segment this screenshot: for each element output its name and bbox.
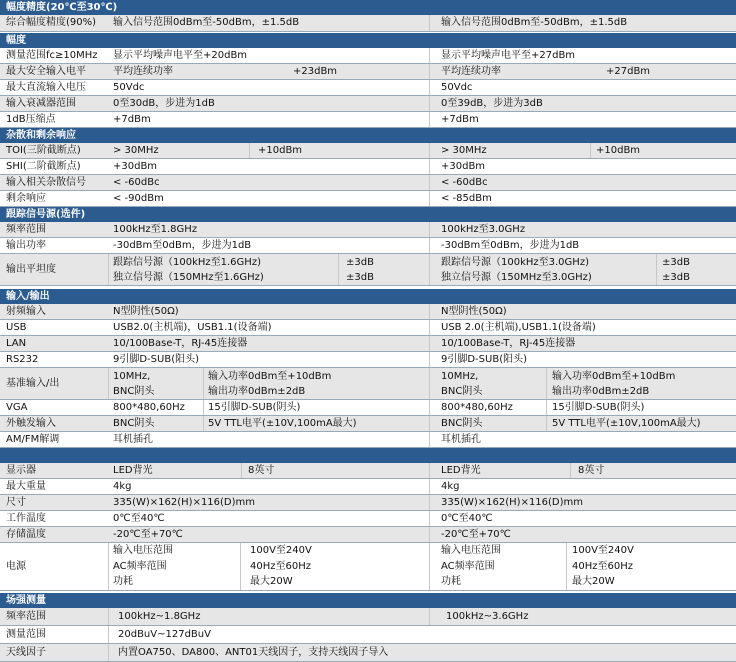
row-rs232 bbox=[0, 352, 736, 368]
model2-value: 独立信号源（150MHz至3.0GHz) bbox=[441, 272, 592, 283]
model1-value: ±3dB bbox=[346, 257, 374, 268]
section-header-amp-accuracy: 幅度精度(20℃至30℃) bbox=[0, 0, 736, 15]
row-freq-range bbox=[0, 222, 736, 238]
row-label: 外触发输入 bbox=[6, 418, 56, 429]
row-input-spurious bbox=[0, 175, 736, 191]
row-shi bbox=[0, 159, 736, 175]
row-max-dc-input bbox=[0, 80, 736, 96]
model2-value: 100V至240V bbox=[572, 545, 634, 556]
model2-value: 40Hz至60Hz bbox=[572, 561, 633, 572]
model1-value: +7dBm bbox=[113, 114, 151, 125]
model1-value: 5V TTL电平(±10V,100mA最大) bbox=[208, 418, 357, 429]
row-label: 输入相关杂散信号 bbox=[6, 177, 86, 188]
model2-value: +10dBm bbox=[596, 145, 641, 156]
row-label: AM/FM解调 bbox=[6, 434, 60, 445]
model1-value: 功耗 bbox=[113, 576, 133, 587]
model1-value: 9引脚D-SUB(阳头) bbox=[113, 354, 200, 365]
row-label: 射频输入 bbox=[6, 306, 46, 317]
model1-value: 10MHz, bbox=[113, 371, 151, 382]
row-label: 输入衰减器范围 bbox=[6, 98, 76, 109]
model1-value: -30dBm至0dBm，步进为1dB bbox=[113, 240, 252, 251]
model2-value: +7dBm bbox=[441, 114, 479, 125]
row-usb bbox=[0, 320, 736, 336]
model1-value: 8英寸 bbox=[248, 465, 275, 476]
model1-value: BNC阴头 bbox=[113, 418, 155, 429]
model2-value: 输入功率0dBm至+10dBm bbox=[552, 371, 676, 382]
model2-value: 100kHz~3.6GHz bbox=[446, 611, 529, 622]
row-1db-compression bbox=[0, 112, 736, 128]
model1-value: 显示平均噪声电平至+20dBm bbox=[113, 50, 248, 61]
model1-value: 输入功率0dBm至+10dBm bbox=[208, 371, 332, 382]
model2-value: AC频率范围 bbox=[441, 561, 495, 572]
model2-value: 平均连续功率 bbox=[441, 66, 501, 77]
row-label: 尺寸 bbox=[6, 497, 26, 508]
section-header-spurious: 杂散和剩余响应 bbox=[0, 128, 736, 143]
model1-value: 独立信号源（150MHz至1.6GHz) bbox=[113, 272, 264, 283]
model2-value: -30dBm至0dBm，步进为1dB bbox=[441, 240, 580, 251]
model2-value: ±3dB bbox=[662, 272, 690, 283]
row-label: RS232 bbox=[6, 354, 39, 365]
model2-value: +27dBm bbox=[606, 66, 651, 77]
model2-value: 最大20W bbox=[572, 576, 615, 587]
model2-value: +30dBm bbox=[441, 161, 486, 172]
row-overall-accuracy bbox=[0, 15, 736, 32]
model2-value: 显示平均噪声电平至+27dBm bbox=[441, 50, 576, 61]
model2-value: 跟踪信号源（100kHz至3.0GHz) bbox=[441, 257, 589, 268]
row-label: 1dB压缩点 bbox=[6, 114, 56, 125]
model2-value: < -85dBm bbox=[441, 193, 492, 204]
row-ref-io bbox=[0, 368, 736, 400]
row-label: 输出平坦度 bbox=[6, 264, 56, 275]
row-label: 天线因子 bbox=[6, 647, 46, 658]
row-measure-range bbox=[0, 48, 736, 64]
shared-value: 内置OA750、DA800、ANT01天线因子，支持天线因子导入 bbox=[118, 647, 389, 658]
model1-value: 最大20W bbox=[250, 576, 293, 587]
model1-value: AC频率范围 bbox=[113, 561, 167, 572]
model1-value: LED背光 bbox=[113, 465, 153, 476]
model1-value: 0℃至40℃ bbox=[113, 513, 165, 524]
model2-value: 9引脚D-SUB(阳头) bbox=[441, 354, 528, 365]
model1-value: < -60dBc bbox=[113, 177, 160, 188]
row-label: USB bbox=[6, 322, 27, 333]
shared-value: 20dBuV~127dBuV bbox=[118, 629, 211, 640]
model2-value: 0至39dB，步进为3dB bbox=[441, 98, 543, 109]
model1-value: 输入电压范围 bbox=[113, 545, 173, 556]
row-label: 最大直流输入电压 bbox=[6, 82, 86, 93]
row-label: LAN bbox=[6, 338, 27, 349]
model1-value: 15引脚D-SUB(阴头) bbox=[208, 402, 301, 413]
row-label: 频率范围 bbox=[6, 224, 46, 235]
model1-value: 耳机插孔 bbox=[113, 434, 153, 445]
model2-value: 8英寸 bbox=[578, 465, 605, 476]
row-ext-trigger bbox=[0, 416, 736, 432]
row-field-range bbox=[0, 626, 736, 644]
row-rf-input bbox=[0, 304, 736, 320]
model2-value: 4kg bbox=[441, 481, 460, 492]
row-vga bbox=[0, 400, 736, 416]
model1-value: 4kg bbox=[113, 481, 132, 492]
model1-value: 10/100Base-T，RJ-45连接器 bbox=[113, 338, 248, 349]
row-display bbox=[0, 463, 736, 479]
model2-value: 800*480,60Hz bbox=[441, 402, 513, 413]
row-label: 测量范围 bbox=[6, 629, 46, 640]
model1-value: 100kHz至1.8GHz bbox=[113, 224, 198, 235]
model2-value: 输出功率0dBm±2dB bbox=[552, 386, 650, 397]
model1-value: +30dBm bbox=[113, 161, 158, 172]
section-header-io: 输入/输出 bbox=[0, 289, 736, 304]
model2-value: 10/100Base-T，RJ-45连接器 bbox=[441, 338, 576, 349]
model2-value: LED背光 bbox=[441, 465, 481, 476]
model2-value: 100kHz至3.0GHz bbox=[441, 224, 526, 235]
model2-value: BNC阴头 bbox=[441, 418, 483, 429]
row-label: 工作温度 bbox=[6, 513, 46, 524]
row-output-flatness bbox=[0, 254, 736, 286]
model1-value: > 30MHz bbox=[113, 145, 159, 156]
row-label: 测量范围fc≥10MHz bbox=[6, 50, 98, 61]
model2-value: USB 2.0(主机端),USB1.1(设备端) bbox=[441, 322, 596, 333]
model2-value: 0℃至40℃ bbox=[441, 513, 493, 524]
model1-value: 100V至240V bbox=[250, 545, 312, 556]
model1-value: 50Vdc bbox=[113, 82, 145, 93]
model2-value: -20℃至+70℃ bbox=[441, 529, 511, 540]
model1-value: ±3dB bbox=[346, 272, 374, 283]
row-label: 最大安全输入电平 bbox=[6, 66, 86, 77]
model2-value: 输入信号范围0dBm至-50dBm，±1.5dB bbox=[441, 17, 628, 28]
model2-value: 输入电压范围 bbox=[441, 545, 501, 556]
row-output-power bbox=[0, 238, 736, 254]
model2-value: 耳机插孔 bbox=[441, 434, 481, 445]
model1-value: +23dBm bbox=[293, 66, 338, 77]
row-label: 最大重量 bbox=[6, 481, 46, 492]
model1-value: -20℃至+70℃ bbox=[113, 529, 183, 540]
section-header-general bbox=[0, 448, 736, 463]
model2-value: 50Vdc bbox=[441, 82, 473, 93]
row-label: 显示器 bbox=[6, 465, 36, 476]
model1-value: 平均连续功率 bbox=[113, 66, 173, 77]
row-toi bbox=[0, 143, 736, 159]
model1-value: USB2.0(主机端)，USB1.1(设备端) bbox=[113, 322, 272, 333]
model1-value: 100kHz~1.8GHz bbox=[118, 611, 201, 622]
row-label: 综合幅度精度(90%) bbox=[6, 17, 97, 28]
model1-value: N型阴性(50Ω) bbox=[113, 306, 179, 317]
model1-value: 跟踪信号源（100kHz至1.6GHz) bbox=[113, 257, 261, 268]
model2-value: N型阴性(50Ω) bbox=[441, 306, 507, 317]
model2-value: < -60dBc bbox=[441, 177, 488, 188]
row-label: 输出功率 bbox=[6, 240, 46, 251]
row-label: 频率范围 bbox=[6, 611, 46, 622]
section-header-tracking: 跟踪信号源(选件) bbox=[0, 207, 736, 222]
row-label: TOI(三阶截断点) bbox=[6, 145, 81, 156]
row-storage-temp bbox=[0, 527, 736, 543]
model2-value: 15引脚D-SUB(阴头) bbox=[552, 402, 645, 413]
row-label: 基准输入/出 bbox=[6, 378, 60, 389]
model2-value: 10MHz, bbox=[441, 371, 479, 382]
row-am-fm bbox=[0, 432, 736, 448]
section-header-amplitude: 幅度 bbox=[0, 33, 736, 48]
row-label: VGA bbox=[6, 402, 28, 413]
model2-value: 功耗 bbox=[441, 576, 461, 587]
model2-value: BNC阴头 bbox=[441, 386, 483, 397]
row-label: 剩余响应 bbox=[6, 193, 46, 204]
model2-value: 5V TTL电平(±10V,100mA最大) bbox=[552, 418, 701, 429]
row-field-freq bbox=[0, 608, 736, 626]
row-lan bbox=[0, 336, 736, 352]
model1-value: 800*480,60Hz bbox=[113, 402, 185, 413]
row-max-safe-input bbox=[0, 64, 736, 80]
row-label: 电源 bbox=[6, 561, 26, 572]
row-residual bbox=[0, 191, 736, 207]
section-header-field: 场强测量 bbox=[0, 593, 736, 608]
model2-value: > 30MHz bbox=[441, 145, 487, 156]
model1-value: 输出功率0dBm±2dB bbox=[208, 386, 306, 397]
model2-value: 335(W)×162(H)×116(D)mm bbox=[441, 497, 584, 508]
model1-value: 输入信号范围0dBm至-50dBm，±1.5dB bbox=[113, 17, 300, 28]
model1-value: 0至30dB，步进为1dB bbox=[113, 98, 215, 109]
model1-value: +10dBm bbox=[258, 145, 303, 156]
row-dimensions bbox=[0, 495, 736, 511]
model1-value: 40Hz至60Hz bbox=[250, 561, 311, 572]
model1-value: BNC阴头 bbox=[113, 386, 155, 397]
row-operating-temp bbox=[0, 511, 736, 527]
row-label: 存储温度 bbox=[6, 529, 46, 540]
model1-value: < -90dBm bbox=[113, 193, 164, 204]
row-label: SHI(二阶截断点) bbox=[6, 161, 81, 172]
row-antenna-factor bbox=[0, 644, 736, 662]
row-weight bbox=[0, 479, 736, 495]
row-power-supply bbox=[0, 543, 736, 591]
model1-value: 335(W)×162(H)×116(D)mm bbox=[113, 497, 256, 508]
model2-value: ±3dB bbox=[662, 257, 690, 268]
row-attenuator bbox=[0, 96, 736, 112]
